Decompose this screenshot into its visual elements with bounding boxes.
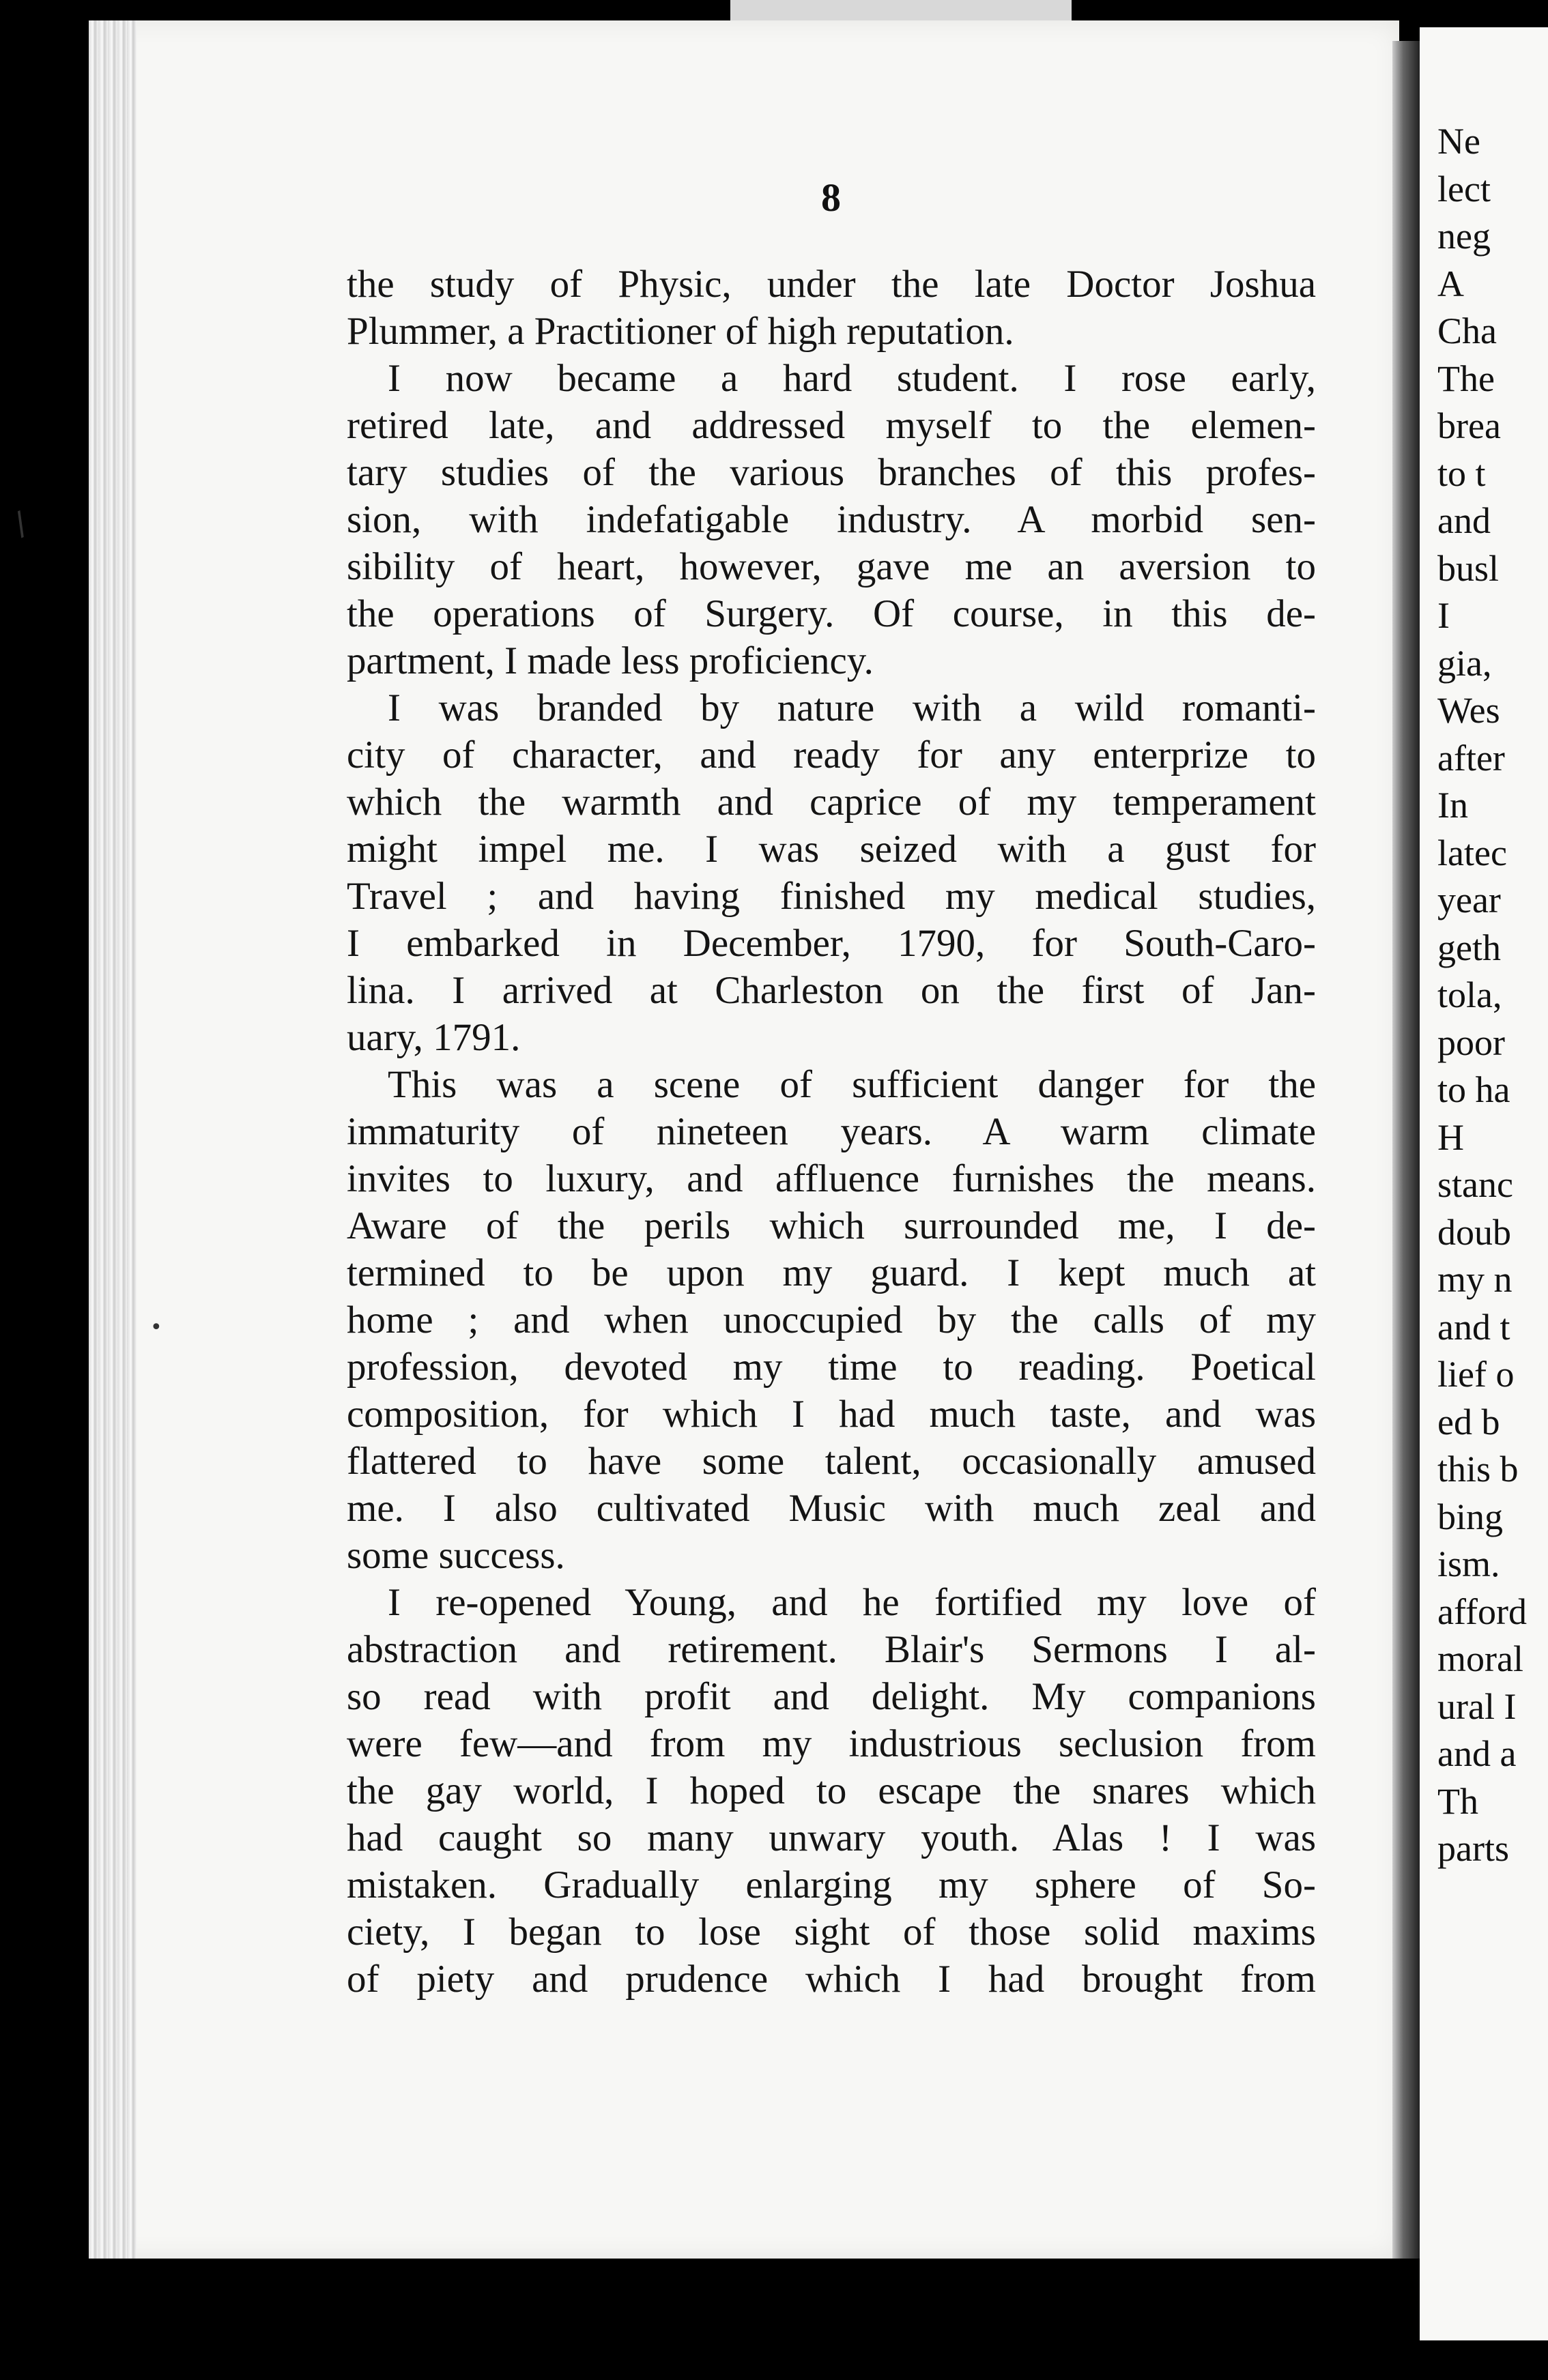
text-line: of piety and prudence which I had brought from [347,1958,1316,2001]
right-page-line: my n [1437,1259,1513,1300]
right-page-line: this b [1437,1449,1519,1490]
text-line: lina. I arrived at Charleston on the first of Jan- [347,969,1316,1012]
text-line: retired late, and addressed myself to the elemen- [347,404,1316,447]
text-line: Travel ; and having finished my medical studies, [347,875,1316,918]
text-line: had caught so many unwary youth. Alas ! I was [347,1816,1316,1859]
text-line: home ; and when unoccupied by the calls of my [347,1298,1316,1341]
text-line: immaturity of nineteen years. A warm climate [347,1110,1316,1153]
margin-dot: • [150,1316,162,1339]
right-page-line: Ne [1437,121,1480,162]
text-line: invites to luxury, and affluence furnishes the means. [347,1157,1316,1200]
right-page-line: neg [1437,216,1491,257]
text-line: composition, for which I had much taste, and was [347,1393,1316,1436]
text-line: the gay world, I hoped to escape the snares which [347,1769,1316,1812]
text-line: flattered to have some talent, occasionally amused [347,1440,1316,1483]
right-page-line: A [1437,263,1464,304]
right-page-line: lief o [1437,1354,1515,1395]
right-page-line: to t [1437,452,1486,494]
right-page-line: and [1437,500,1491,541]
text-line: some success. [347,1534,565,1577]
margin-mark: / [8,504,33,542]
text-line: which the warmth and caprice of my temperament [347,781,1316,824]
right-page-line: moral [1437,1638,1523,1679]
right-page-line: Th [1437,1780,1478,1822]
left-page-edge [89,20,137,2259]
right-page-line: ed b [1437,1401,1500,1442]
right-page [1420,27,1548,2340]
right-page-line: bing [1437,1496,1504,1537]
text-line: me. I also cultivated Music with much zeal and [347,1487,1316,1530]
text-line: sibility of heart, however, gave me an aversion to [347,545,1316,588]
text-line: partment, I made less proficiency. [347,639,874,682]
text-line: uary, 1791. [347,1016,521,1059]
text-line: Plummer, a Practitioner of high reputation. [347,310,1014,353]
right-page-line: afford [1437,1591,1527,1632]
book-spine [1392,41,1420,2259]
right-page-line: and t [1437,1306,1510,1348]
right-page-line: I [1437,595,1450,636]
right-page-line: and a [1437,1733,1517,1774]
text-line: profession, devoted my time to reading. Poetical [347,1346,1316,1389]
right-page-line: poor [1437,1021,1505,1063]
right-page-line: ism. [1437,1543,1500,1584]
text-line: I was branded by nature with a wild romanti- [388,686,1316,729]
right-page-line: doub [1437,1211,1511,1253]
text-line: city of character, and ready for any enterprize to [347,734,1316,777]
right-page-line: year [1437,880,1501,920]
right-page-line: geth [1437,927,1501,968]
text-line: I re-opened Young, and he fortified my love of [388,1581,1316,1624]
right-page-line: In [1437,785,1468,826]
right-page-line: H [1437,1116,1464,1158]
right-page-line: Cha [1437,310,1497,351]
right-page-line: to ha [1437,1069,1510,1110]
right-page-line: tola, [1437,974,1502,1015]
text-line: so read with profit and delight. My companions [347,1675,1316,1718]
right-page-line: parts [1437,1828,1509,1869]
right-page-line: brea [1437,405,1501,446]
right-page-line: Wes [1437,690,1500,731]
right-page-line: after [1437,737,1505,779]
text-line: abstraction and retirement. Blair's Sermons I al- [347,1628,1316,1671]
text-line: the study of Physic, under the late Doctor Joshua [347,263,1316,306]
right-page-line: ural I [1437,1685,1517,1727]
text-line: This was a scene of sufficient danger for the [388,1063,1316,1106]
text-line: I embarked in December, 1790, for South-Caro- [347,922,1316,965]
text-line: tary studies of the various branches of this profes- [347,451,1316,494]
text-line: Aware of the perils which surrounded me, I de- [347,1204,1316,1247]
right-page-line: stanc [1437,1164,1513,1205]
right-page-line: gia, [1437,642,1492,684]
text-line: I now became a hard student. I rose early, [388,357,1316,400]
text-line: mistaken. Gradually enlarging my sphere of So- [347,1863,1316,1906]
text-line: were few—and from my industrious seclusion from [347,1722,1316,1765]
right-page-line: latec [1437,832,1507,873]
text-line: sion, with indefatigable industry. A morbid sen- [347,498,1316,541]
right-page-line: The [1437,358,1495,399]
page-number: 8 [821,175,841,220]
body-text [347,261,1316,2003]
right-page-line: busl [1437,547,1500,589]
text-line: termined to be upon my guard. I kept much at [347,1251,1316,1294]
text-line: the operations of Surgery. Of course, in this de- [347,592,1316,635]
text-line: might impel me. I was seized with a gust for [347,828,1316,871]
text-line: ciety, I began to lose sight of those solid maxims [347,1911,1316,1954]
right-page-line: lect [1437,168,1491,209]
